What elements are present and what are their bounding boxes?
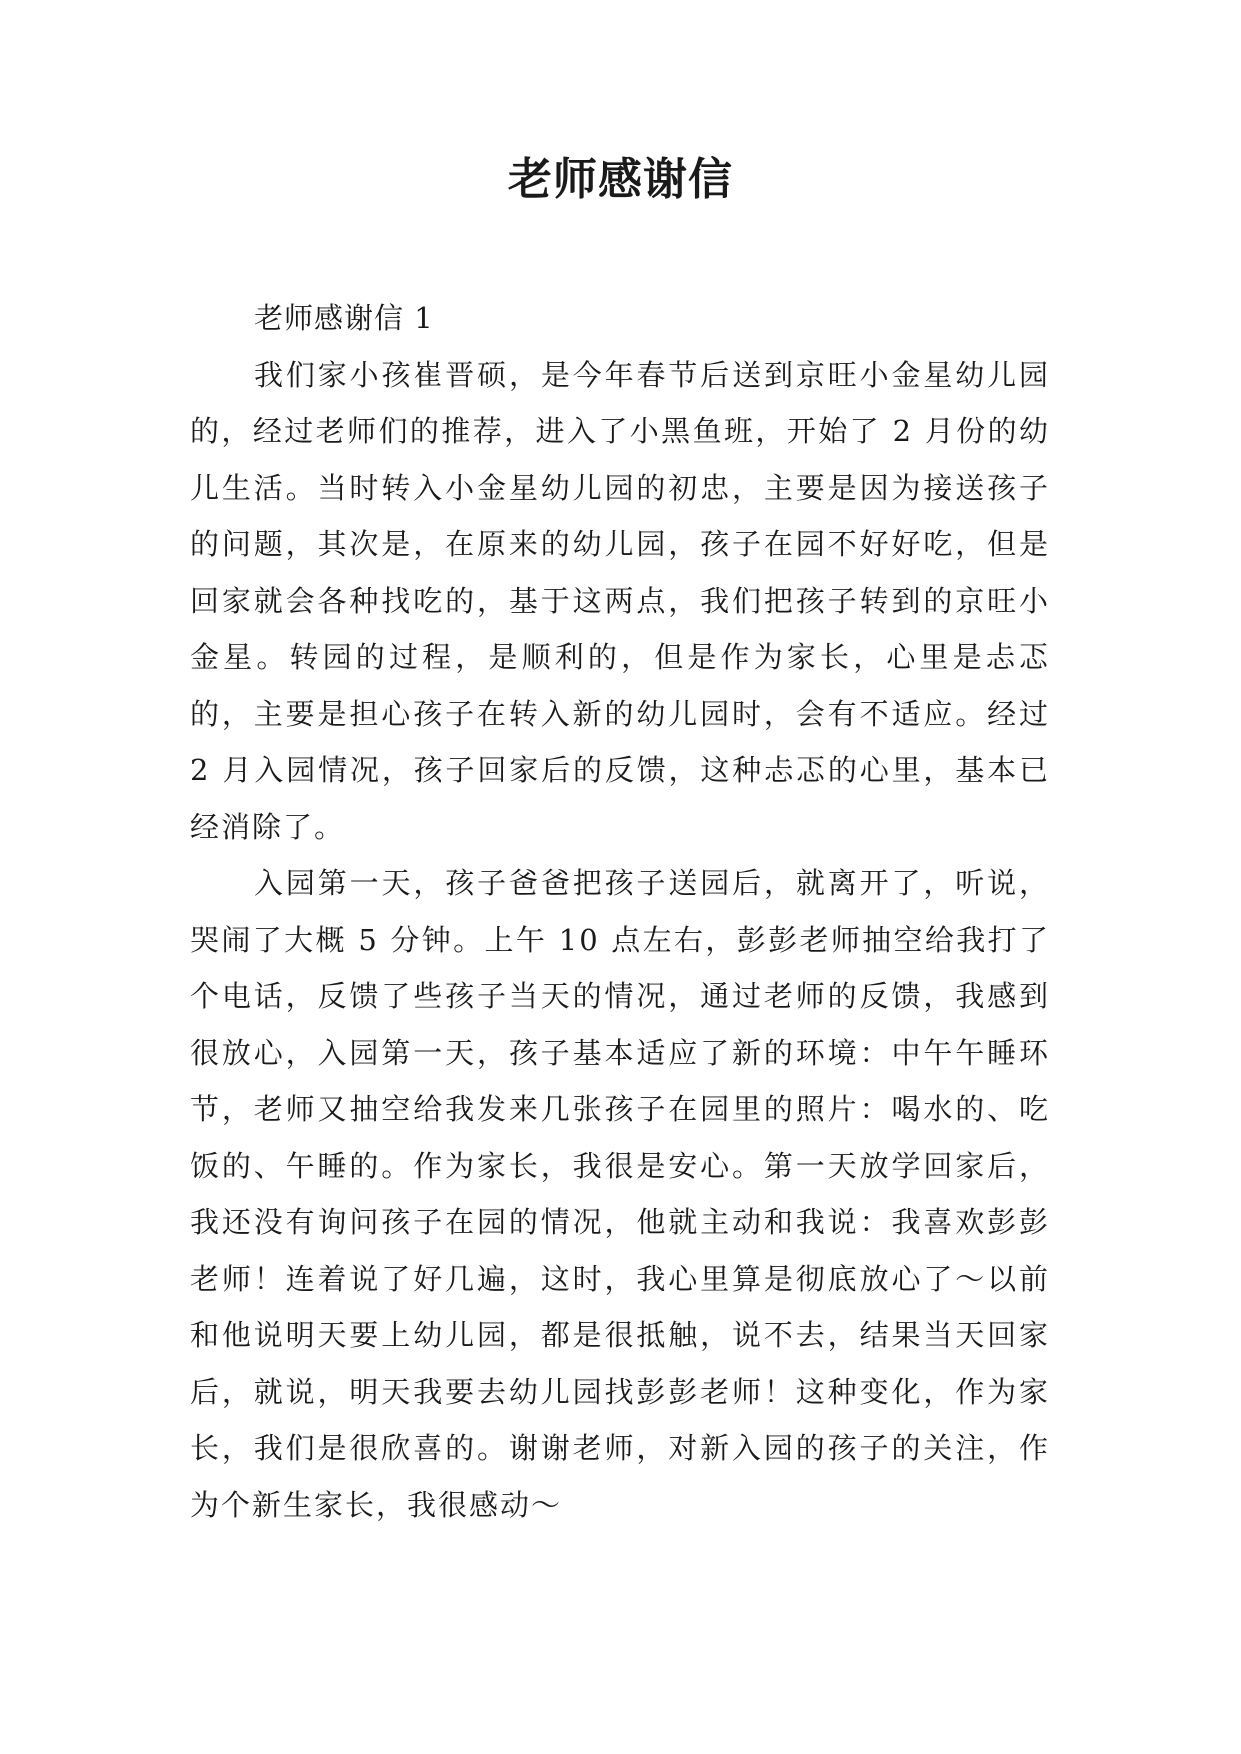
page-title: 老师感谢信 [508,154,733,205]
section-heading: 老师感谢信 1 [254,301,434,335]
paragraph-1: 我们家小孩崔晋硕，是今年春节后送到京旺小金星幼儿园的，经过老师们的推荐，进入了小黑鱼班，开始了 2 月份的幼儿生活。当时转入小金星幼儿园的初忠，主要是因为接送孩子的问题，其次是，在原来的幼儿园，孩子在园不好好吃，但是回家就会各种找吃的，基于这两点，我们把孩子转到的京旺小金星。转园的过程，是顺利的，但是作为家长，心里是忐忑的，主要是担心孩子在转入新的幼儿园时，会有不适应。经过 2 月入园情况，孩子回家后的反馈，这种忐忑的心里，基本已经消除了。 [190,357,1050,844]
letter-body [190,290,1050,1533]
paragraph-2: 入园第一天，孩子爸爸把孩子送园后，就离开了，听说，哭闹了大概 5 分钟。上午 10 点左右，彭彭老师抽空给我打了个电话，反馈了些孩子当天的情况，通过老师的反馈，我感到很放心，入园第一天，孩子基本适应了新的环境：中午午睡环节，老师又抽空给我发来几张孩子在园里的照片：喝水的、吃饭的、午睡的。作为家长，我很是安心。第一天放学回家后，我还没有询问孩子在园的情况，他就主动和我说：我喜欢彭彭老师！连着说了好几遍，这时，我心里算是彻底放心了～以前和他说明天要上幼儿园，都是很抵触，说不去，结果当天回家后，就说，明天我要去幼儿园找彭彭老师！这种变化，作为家长，我们是很欣喜的。谢谢老师，对新入园的孩子的关注，作为个新生家长，我很感动～ [190,866,1050,1522]
